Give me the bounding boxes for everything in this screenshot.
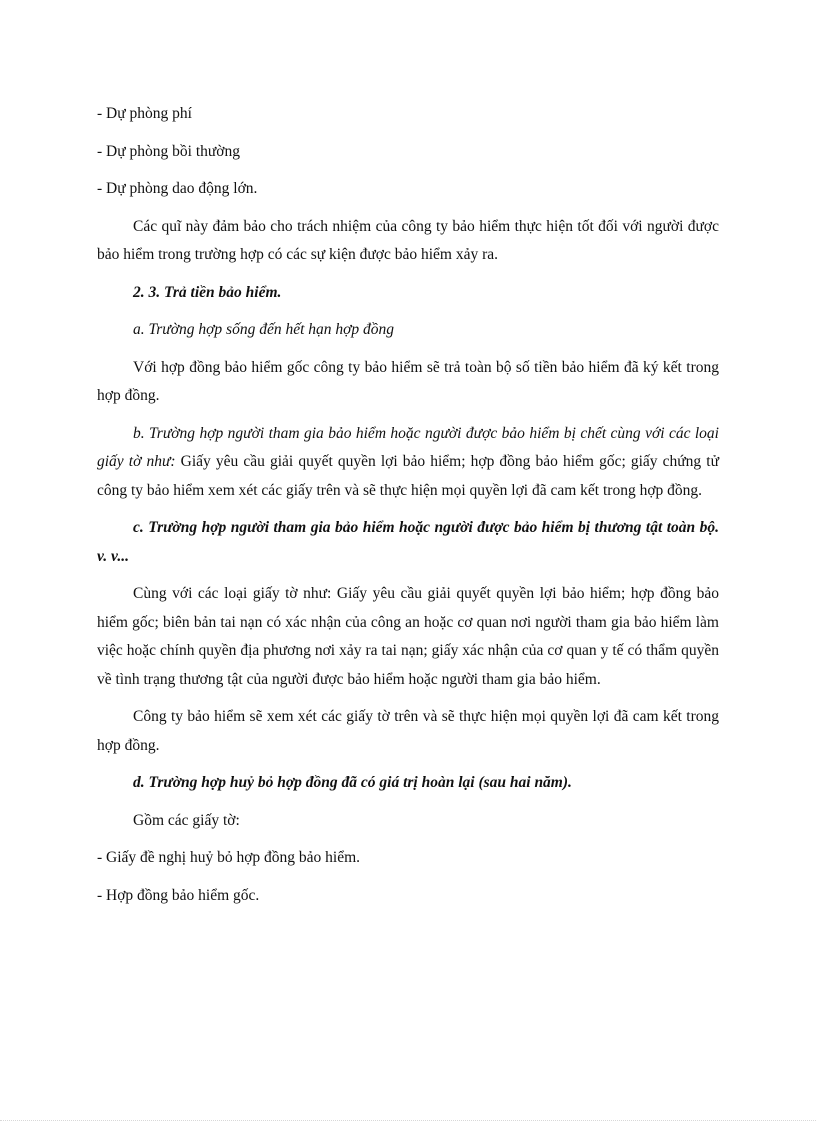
paragraph-cam-ket: Công ty bảo hiểm sẽ xem xét các giấy tờ trên và sẽ thực hiện mọi quyền lợi đã cam kết trong hợp đồng.: [97, 708, 719, 754]
subheading-b: b. Trường hợp người tham gia bảo hiểm hoặc người được bảo hiểm bị chết cùng với các loại giấy tờ như:: [97, 424, 719, 470]
document-body: [97, 100, 719, 919]
subheading-a: a. Trường hợp sống đến hết hạn hợp đồng: [133, 321, 395, 338]
subheading-c: c. Trường hợp người tham gia bảo hiểm hoặc người được bảo hiểm bị thương tật toàn bộ. v. v...: [97, 519, 719, 565]
bullet-hop-dong-goc: - Hợp đồng bảo hiểm gốc.: [97, 886, 260, 904]
paragraph-b-text: Giấy yêu cầu giải quyết quyền lợi bảo hiểm; hợp đồng bảo hiểm gốc; giấy chứng tử công ty bảo hiểm xem xét các giấy trên và sẽ thực hiện mọi quyền lợi đã cam kết trong hợp đồng.: [97, 453, 719, 499]
bullet-du-phong-phi: - Dự phòng phí: [97, 105, 192, 122]
bullet-du-phong-boi-thuong: - Dự phòng bồi thường: [97, 142, 240, 160]
paragraph-quy: Các quĩ này đảm bảo cho trách nhiệm của công ty bảo hiểm thực hiện tốt đối với người được bảo hiểm trong trường hợp có các sự kiện được bảo hiểm xảy ra.: [97, 217, 719, 263]
page-bottom-rule: [0, 1120, 816, 1121]
paragraph-gom: Gồm các giấy tờ:: [133, 811, 240, 829]
paragraph-c: Cùng với các loại giấy tờ như: Giấy yêu cầu giải quyết quyền lợi bảo hiểm; hợp đồng bảo hiểm gốc; biên bản tai nạn có xác nhận của công an hoặc cơ quan nơi người tham gia bảo hiểm làm việc hoặc chính quyền địa phương nơi xảy ra tai nạn; giấy xác nhận của cơ quan y tế có thẩm quyền về tình trạng thương tật của người được bảo hiểm hoặc người tham gia bảo hiểm.: [97, 585, 719, 688]
bullet-du-phong-dao-dong: - Dự phòng dao động lớn.: [97, 180, 258, 197]
bullet-giay-de-nghi: - Giấy đề nghị huỷ bỏ hợp đồng bảo hiểm.: [97, 849, 361, 866]
paragraph-b: [97, 420, 719, 506]
subheading-d: d. Trường hợp huỷ bỏ hợp đồng đã có giá trị hoàn lại (sau hai năm).: [133, 774, 572, 791]
section-heading-2-3: 2. 3. Trả tiền bảo hiểm.: [133, 283, 282, 301]
paragraph-a: Với hợp đồng bảo hiểm gốc công ty bảo hiểm sẽ trả toàn bộ số tiền bảo hiểm đã ký kết trong hợp đồng.: [97, 358, 719, 404]
